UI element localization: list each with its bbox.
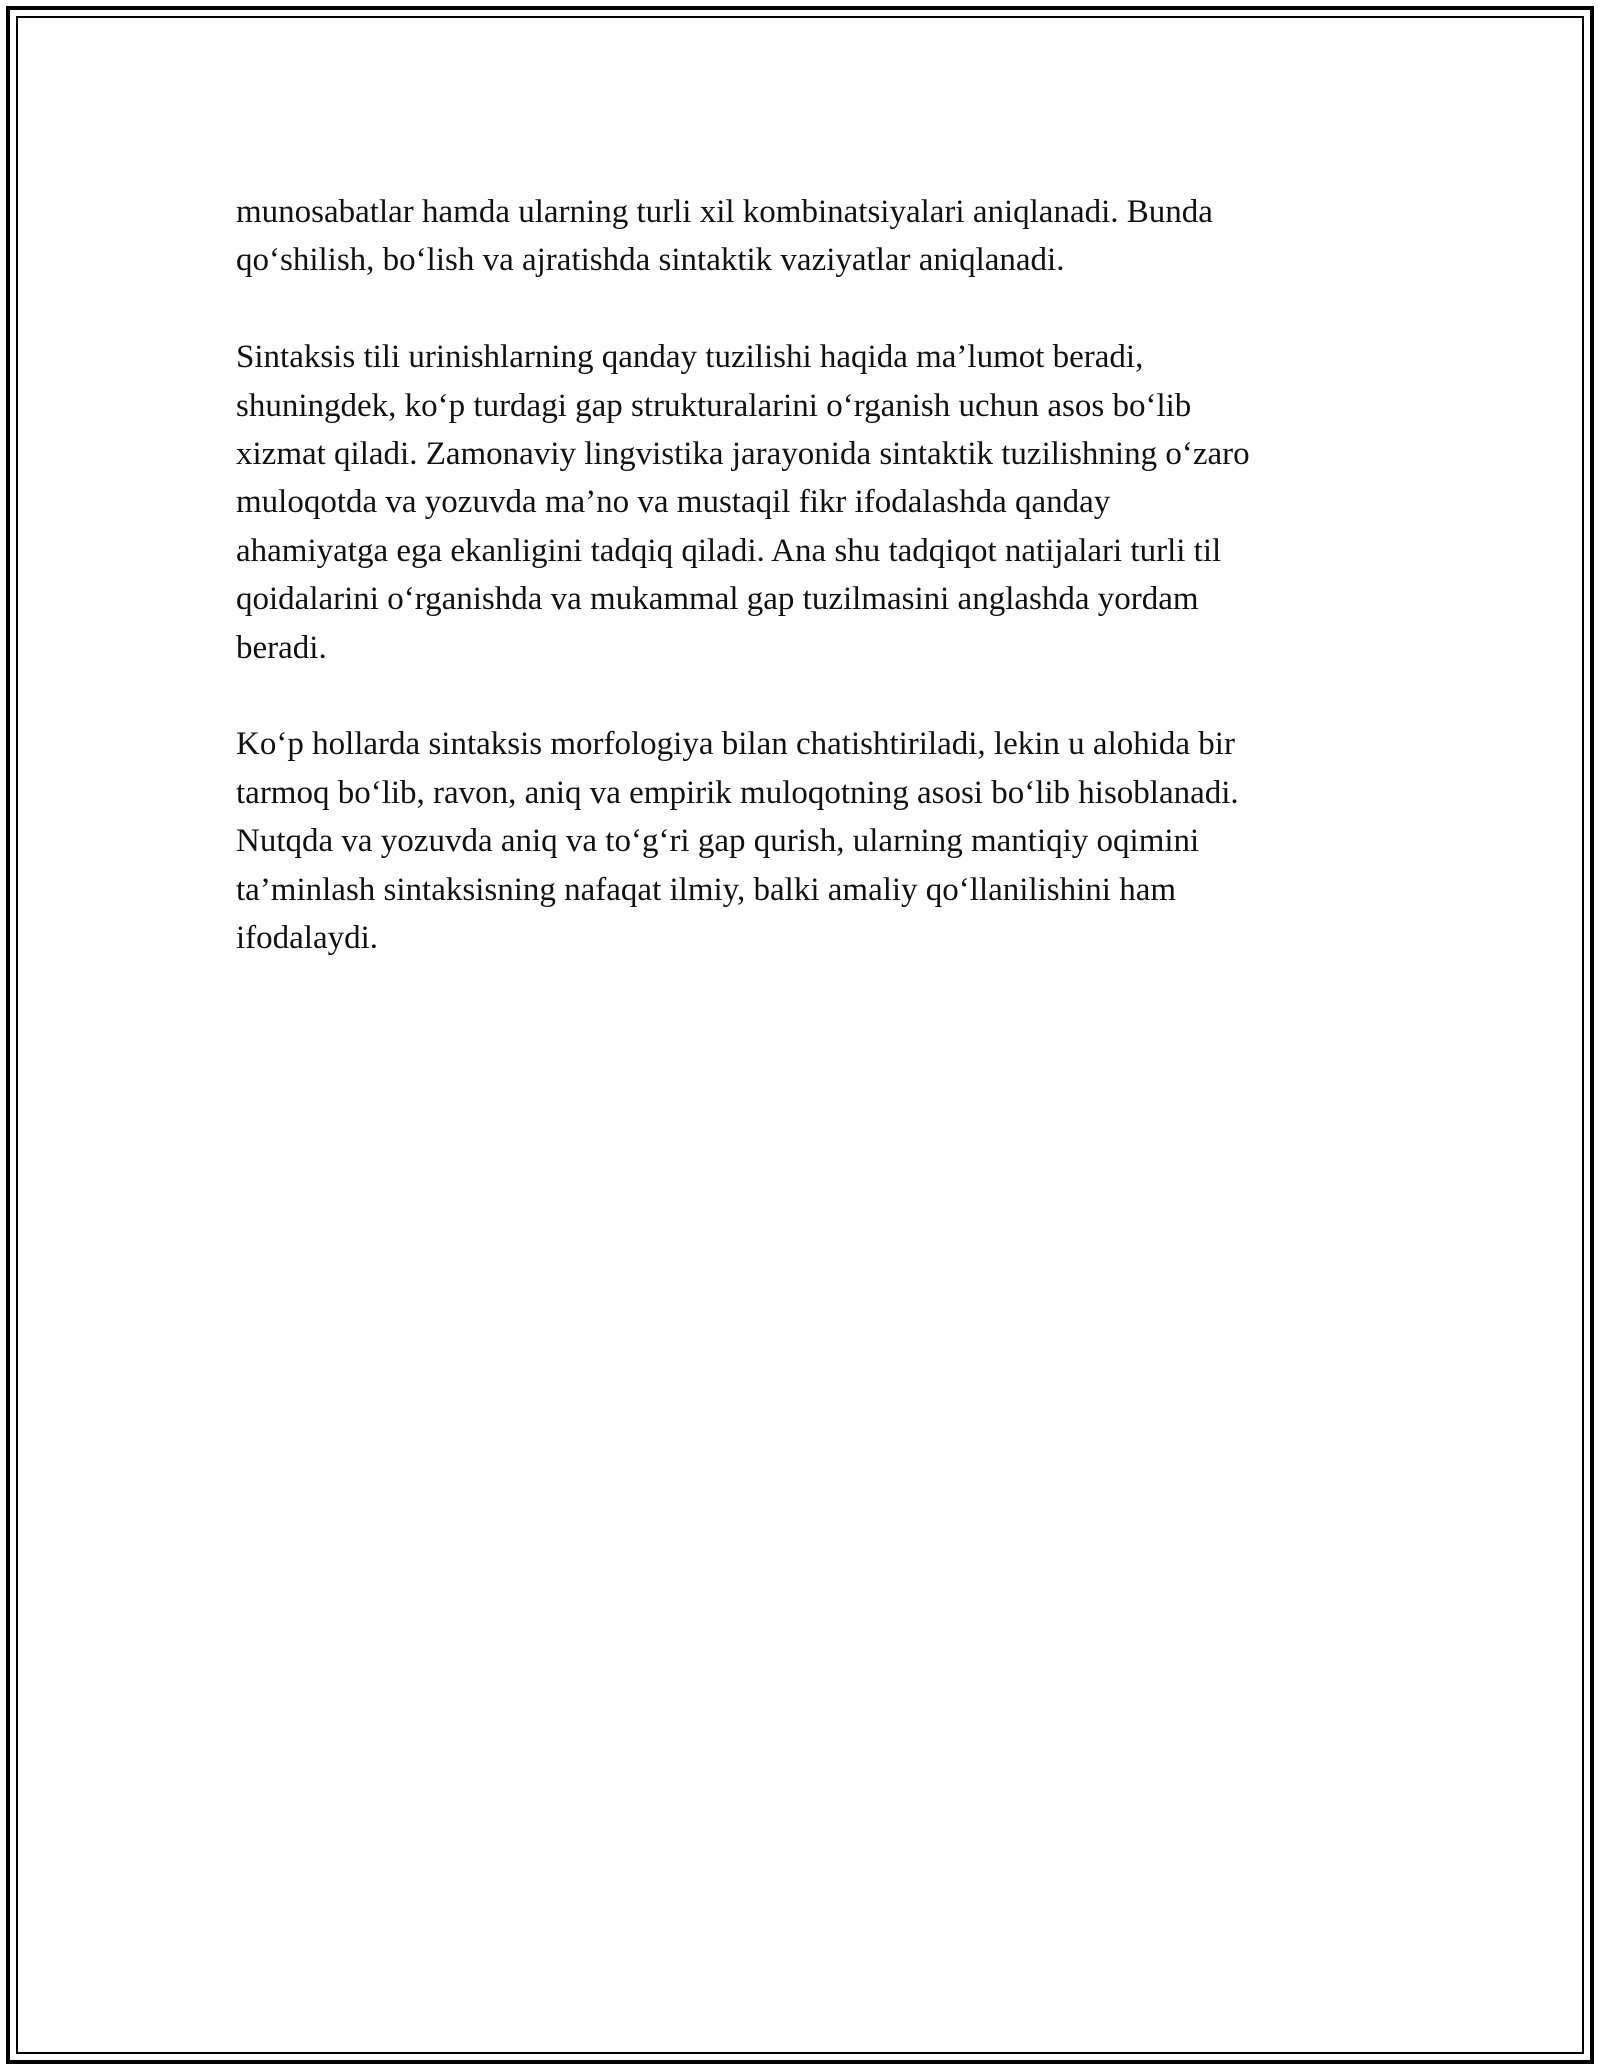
text-line: Sintaksis tili urinishlarning qanday tuzilishi haqida ma’lumot beradi, <box>236 339 1144 376</box>
paragraph-1 <box>236 188 1416 285</box>
text-line: ta’minlash sintaksisning nafaqat ilmiy, balki amaliy qo‘llanilishini ham <box>236 871 1177 908</box>
text-line: ahamiyatga ega ekanligini tadqiq qiladi. Ana shu tadqiqot natijalari turli til <box>236 532 1222 569</box>
text-line: xizmat qiladi. Zamonaviy lingvistika jarayonida sintaktik tuzilishning o‘zaro <box>236 436 1250 473</box>
text-line: qo‘shilish, bo‘lish va ajratishda sintaktik vaziyatlar aniqlanadi. <box>236 242 1065 279</box>
paragraph-2 <box>236 333 1416 672</box>
text-line: Nutqda va yozuvda aniq va to‘g‘ri gap qurish, ularning mantiqiy oqimini <box>236 823 1200 860</box>
text-line: tarmoq bo‘lib, ravon, aniq va empirik muloqotning asosi bo‘lib hisoblanadi. <box>236 774 1239 811</box>
text-line: Ko‘p hollarda sintaksis morfologiya bilan chatishtiriladi, lekin u alohida bir <box>236 726 1235 763</box>
text-line: muloqotda va yozuvda ma’no va mustaqil fikr ifodalashda qanday <box>236 484 1111 521</box>
text-line: shuningdek, ko‘p turdagi gap strukturalarini o‘rganish uchun asos bo‘lib <box>236 387 1192 424</box>
text-line: ifodalaydi. <box>236 920 379 957</box>
paragraph-3 <box>236 720 1416 962</box>
document-body <box>236 188 1416 1011</box>
text-line: qoidalarini o‘rganishda va mukammal gap tuzilmasini anglashda yordam <box>236 581 1199 618</box>
text-line: munosabatlar hamda ularning turli xil kombinatsiyalari aniqlanadi. Bunda <box>236 194 1213 230</box>
text-line: beradi. <box>236 629 327 666</box>
